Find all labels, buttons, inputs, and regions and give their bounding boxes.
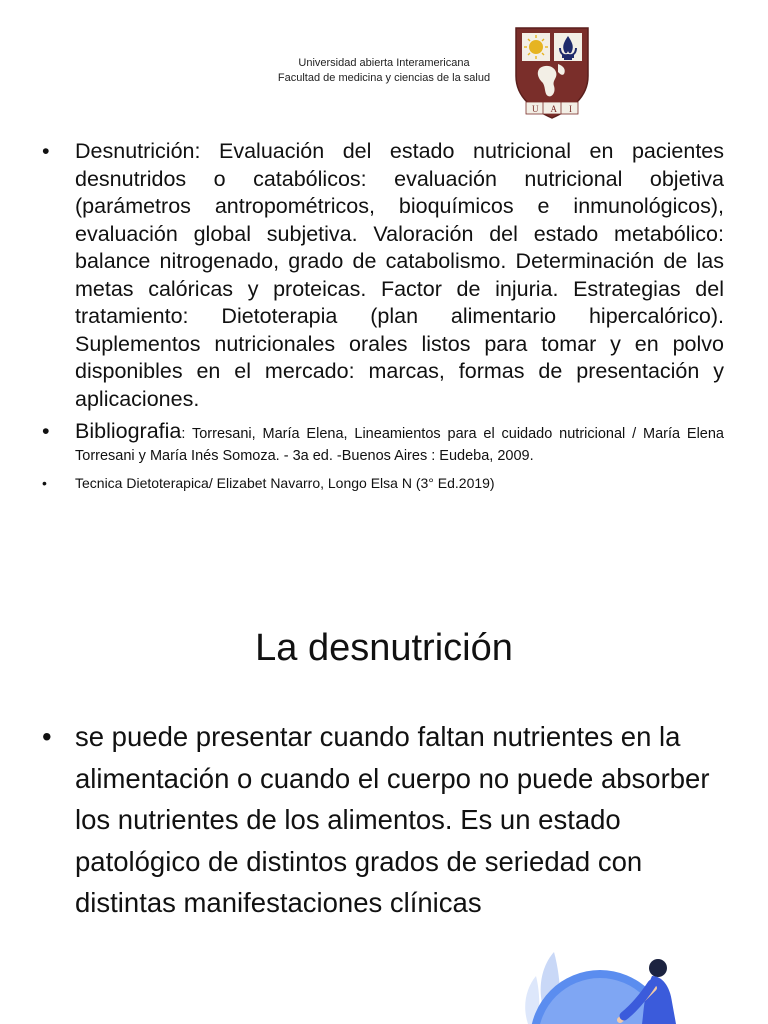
crest-letter-u: U — [532, 104, 539, 114]
crest-letters — [526, 103, 578, 115]
slide-title: La desnutrición — [255, 627, 513, 669]
bibliografia-label: Bibliografia — [75, 419, 182, 443]
faculty-name: Facultad de medicina y ciencias de la salud — [277, 72, 491, 84]
bullet-glyph: • — [42, 475, 47, 491]
syllabus-list — [40, 138, 724, 493]
slide-2 — [0, 520, 768, 1024]
list-item-tecnica — [40, 473, 724, 493]
bibliografia-text: : Torresani, María Elena, Lineamientos para el cuidado nutricional / María Elena Torresani y María Inés Somoza. - 3a ed. -Buenos Aires : Eudeba, 2009. — [75, 426, 724, 464]
definition-text: se puede presentar cuando faltan nutrientes en la alimentación o cuando el cuerpo no puede absorber los nutrientes de los alimentos. Es un estado patológico de distintos grados de seriedad con distintas manifestaciones clínicas — [75, 721, 710, 918]
crest-letter-a: A — [550, 104, 557, 114]
bullet-glyph: • — [42, 139, 50, 163]
university-name: Universidad abierta Interamericana — [298, 57, 470, 69]
desnutricion-text: Desnutrición: Evaluación del estado nutricional en pacientes desnutridos o catabólicos: evaluación nutricional objetiva (parámetros antropométricos, bioquímicos e inmunológicos), evaluación global subjetiva. Valoración del estado metabólico: balance nitrogenado, grado de catabolismo. Determinación de las metas calóricas y proteicas. Factor de injuria. Estrategias del tratamiento: Dietoterapia (plan alimentario hipercalórico). Suplementos nutricionales orales listos para tomar y en polvo disponibles en el mercado: marcas, formas de presentación y aplicaciones. — [75, 139, 724, 411]
bullet-glyph: • — [42, 721, 52, 752]
institution-header — [268, 56, 500, 86]
nutrition-illustration-icon — [492, 940, 768, 1024]
bullet-glyph: • — [42, 419, 50, 443]
list-item-bibliografia — [40, 419, 724, 467]
crest-letter-i: I — [569, 104, 572, 114]
definition-bullet — [40, 716, 720, 924]
tecnica-text: Tecnica Dietoterapica/ Elizabet Navarro, Longo Elsa N (3° Ed.2019) — [75, 475, 495, 491]
list-item-desnutricion — [40, 138, 724, 413]
